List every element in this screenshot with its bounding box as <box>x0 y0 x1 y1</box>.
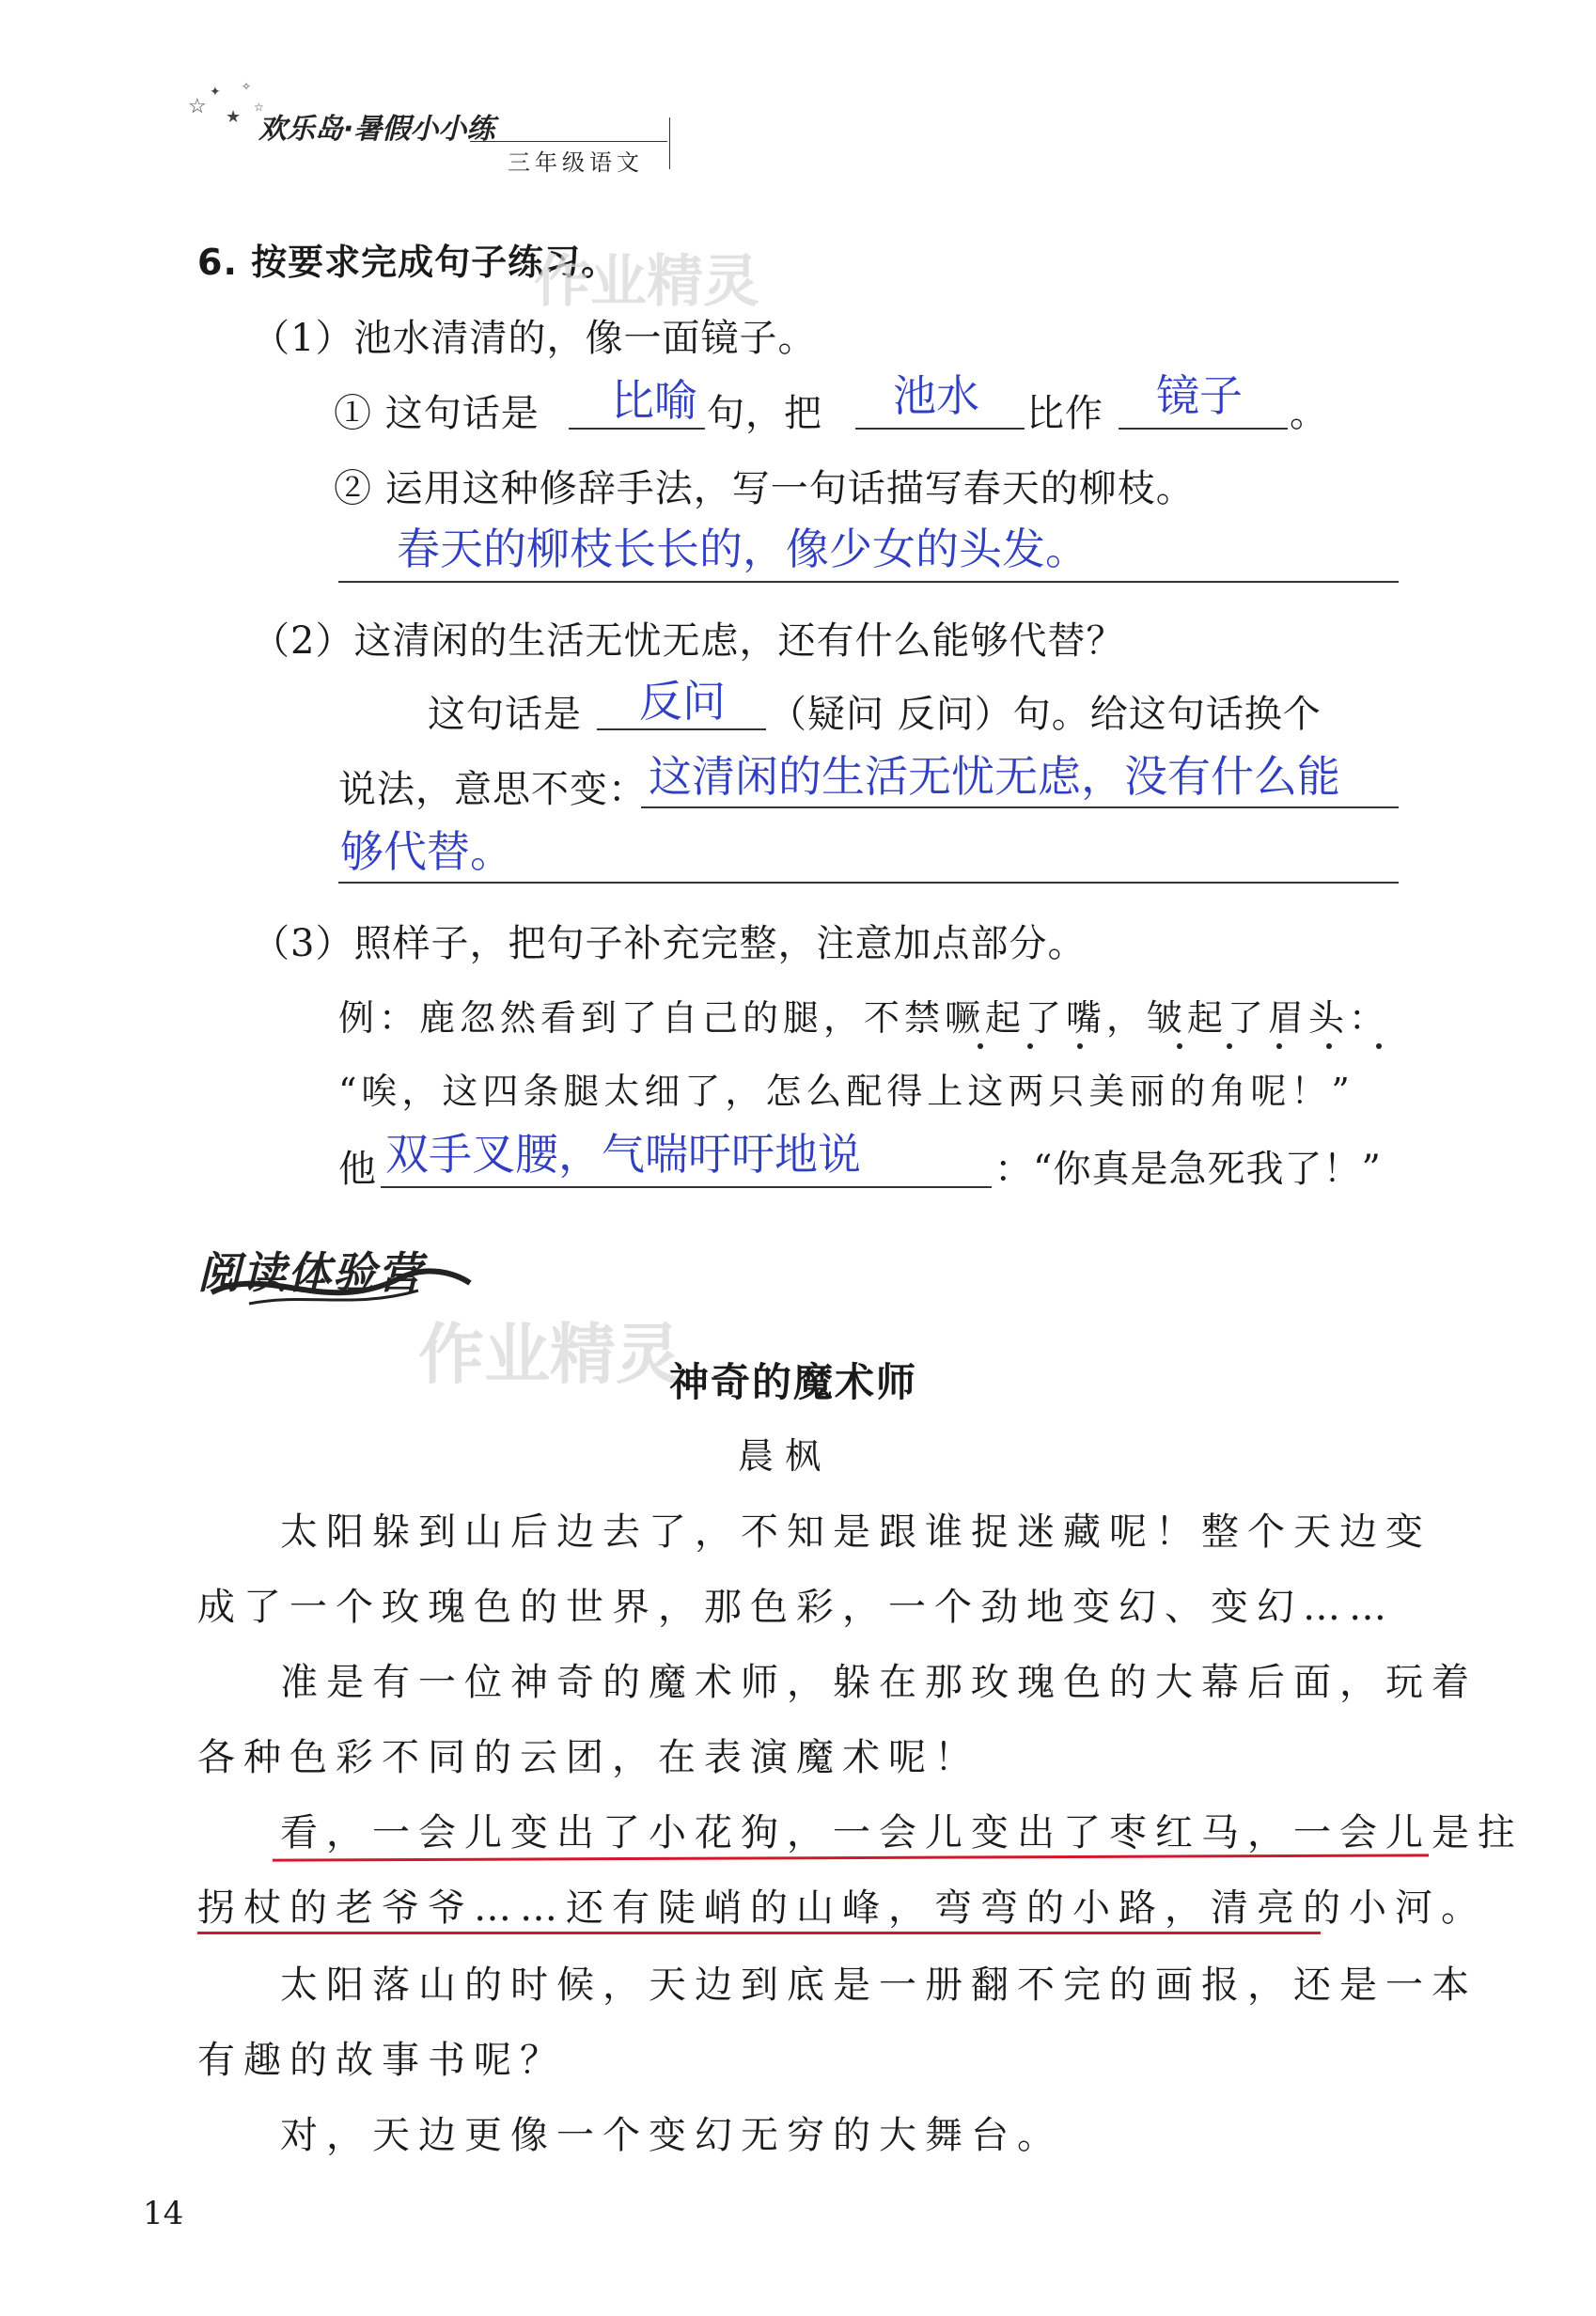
reading-section-label: 阅读体验营 <box>197 1247 423 1298</box>
paragraph-4-line-1: 太阳落山的时候，天边到底是一册翻不完的画报，还是一本 <box>280 1964 1478 2007</box>
watermark-middle: 作业精灵 <box>418 1316 681 1393</box>
answer-compared-to: 镜子 <box>1156 370 1243 421</box>
red-underline-2 <box>197 1932 1321 1934</box>
paragraph-3-line-1: 看，一会儿变出了小花狗，一会儿变出了枣红马，一会儿是拄 <box>280 1811 1524 1854</box>
stars-icon <box>183 75 268 132</box>
reading-author: 晨 枫 <box>738 1435 821 1477</box>
reading-title: 神奇的魔术师 <box>669 1359 918 1405</box>
part1-sub2-label: ② 运用这种修辞手法，写一句话描写春天的柳枝。 <box>334 467 1195 510</box>
page-number: 14 <box>143 2195 184 2232</box>
svg-text:✦: ✦ <box>210 85 221 100</box>
part2-label-b: （疑问 反问）句。给这句话换个 <box>769 693 1322 736</box>
answer-line-willow <box>338 581 1399 583</box>
part1-prompt: （1）池水清清的，像一面镜子。 <box>252 317 817 360</box>
answer-willow-sentence: 春天的柳枝长长的，像少女的头发。 <box>397 524 1088 574</box>
part2-prompt: （2）这清闲的生活无忧无虑，还有什么能够代替？ <box>252 619 1125 663</box>
part2-label-a: 这句话是 <box>428 693 582 736</box>
part1-sub1-end: 。 <box>1290 392 1328 435</box>
header-divider <box>470 141 667 142</box>
svg-text:☆: ☆ <box>254 101 264 114</box>
header-subtitle: 三年级语文 <box>508 149 644 176</box>
part1-sub1-label-c: 比作 <box>1026 392 1103 435</box>
answer-line-rewrite-2 <box>338 882 1399 884</box>
answer-blank-3 <box>1119 428 1288 430</box>
example-line-2: “唉，这四条腿太细了，怎么配得上这两只美丽的角呢！” <box>338 1071 1354 1112</box>
part3-label-b: ：“你真是急死我了！” <box>994 1148 1382 1191</box>
answer-line-action <box>381 1186 992 1188</box>
header-divider-vertical <box>669 117 670 169</box>
paragraph-1-line-1: 太阳躲到山后边去了，不知是跟谁捉迷藏呢！整个天边变 <box>280 1510 1432 1554</box>
part3-prompt: （3）照样子，把句子补充完整，注意加点部分。 <box>252 922 1087 965</box>
answer-rewrite-line1: 这清闲的生活无忧无虑，没有什么能 <box>649 751 1340 802</box>
answer-line-rewrite-1 <box>641 806 1399 808</box>
part3-label-a: 他 <box>338 1148 377 1191</box>
answer-rewrite-line2: 够代替。 <box>340 826 513 877</box>
part1-sub1-label-b: 句，把 <box>707 392 822 435</box>
paragraph-4-line-2: 有趣的故事书呢？ <box>197 2039 566 2082</box>
header-title: 欢乐岛·暑假小小练 <box>258 113 495 146</box>
question-heading: 6. 按要求完成句子练习。 <box>197 242 618 283</box>
example-line-1: 例：鹿忽然看到了自己的腿，不禁噘起了嘴，皱起了眉头： <box>338 997 1390 1039</box>
paragraph-1-line-2: 成了一个玫瑰色的世界，那色彩，一个劲地变幻、变幻…… <box>197 1586 1395 1629</box>
svg-text:☆: ☆ <box>188 95 207 118</box>
part2-label-c: 说法，意思不变： <box>338 768 647 811</box>
answer-compared-object: 池水 <box>893 370 979 421</box>
answer-question-type: 反问 <box>639 676 726 727</box>
watermark-top: 作业精灵 <box>534 249 759 315</box>
part1-sub1-label-a: ① 这句话是 <box>334 392 540 435</box>
answer-blank-2 <box>855 428 1025 430</box>
paragraph-3-line-2: 拐杖的老爷爷……还有陡峭的山峰，弯弯的小路，清亮的小河。 <box>197 1886 1487 1930</box>
paragraph-2-line-2: 各种色彩不同的云团，在表演魔术呢！ <box>197 1736 980 1779</box>
answer-rhetoric-type: 比喻 <box>611 375 697 426</box>
paragraph-2-line-1: 准是有一位神奇的魔术师，躲在那玫瑰色的大幕后面，玩着 <box>280 1661 1478 1704</box>
svg-text:✧: ✧ <box>242 80 252 93</box>
answer-action: 双手叉腰，气喘吁吁地说 <box>385 1129 861 1180</box>
svg-text:★: ★ <box>226 107 242 127</box>
paragraph-5-line-1: 对，天边更像一个变幻无穷的大舞台。 <box>280 2114 1063 2157</box>
